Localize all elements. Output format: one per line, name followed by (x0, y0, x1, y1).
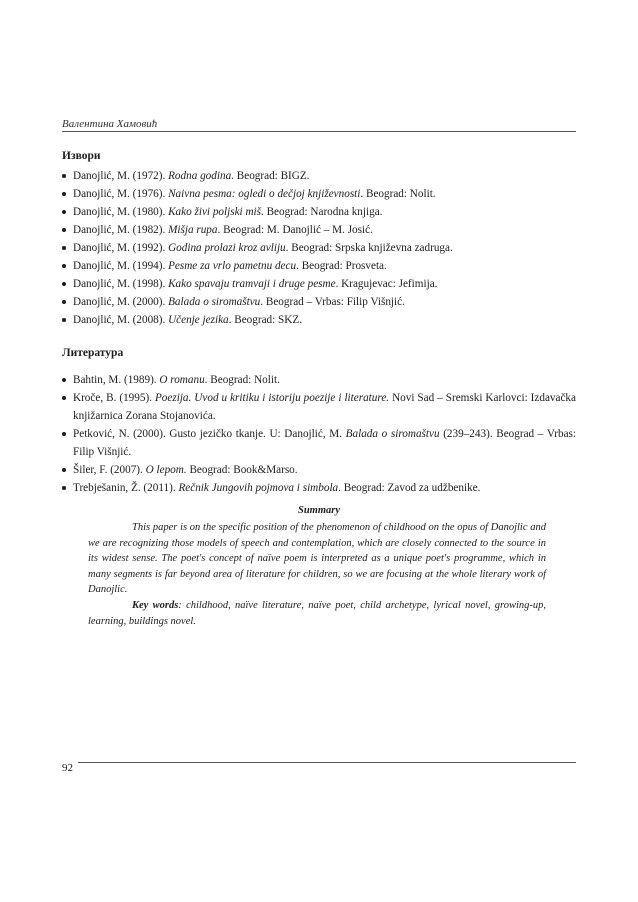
summary-keywords (88, 598, 546, 629)
sources-heading: Извори (62, 150, 101, 162)
list-item: Danojlić, M. (2000). Balada o siromaštvu. Beograd – Vrbas: Filip Višnjić. (62, 293, 576, 311)
list-item: Danojlić, M. (1982). Mišja rupa. Beograd: M. Danojlić – M. Josić. (62, 221, 576, 239)
list-item: Danojlić, M. (1994). Pesme za vrlo pametnu decu. Beograd: Prosveta. (62, 257, 576, 275)
list-item: Bahtin, M. (1989). O romanu. Beograd: Nolit. (62, 371, 576, 389)
literature-heading: Литература (62, 347, 124, 359)
page-number: 92 (62, 762, 73, 774)
sources-list (62, 167, 576, 329)
list-item: Danojlić, M. (1972). Rodna godina. Beograd: BIGZ. (62, 167, 576, 185)
footer-rule (78, 762, 576, 763)
list-item: Danojlić, M. (1992). Godina prolazi kroz avliju. Beograd: Srpska književna zadruga. (62, 239, 576, 257)
literature-list (62, 371, 576, 497)
list-item: Trebješanin, Ž. (2011). Rečnik Jungovih pojmova i simbola. Beograd: Zavod za udžbenike. (62, 479, 576, 497)
summary-abstract: This paper is on the specific position of the phenomenon of childhood on the opus of Danojlic and we are recognizing those models of speech and contemplation, which are closely connected to the source in its widest sense. The poet's concept of naïve poem is interpreted as a unique poet's programme, which in many segments is far beyond area of literature for children, so we are focusing at the whole literary work of Danojlic. (88, 522, 546, 596)
list-item: Danojlić, M. (1998). Kako spavaju tramvaji i druge pesme. Kragujevac: Jefimija. (62, 275, 576, 293)
list-item: Danojlić, M. (2008). Učenje jezika. Beograd: SKZ. (62, 311, 576, 329)
header-rule (62, 131, 576, 132)
list-item: Danojlić, M. (1980). Kako živi poljski miš. Beograd: Narodna knjiga. (62, 203, 576, 221)
summary-heading: Summary (297, 505, 340, 516)
list-item: Šiler, F. (2007). O lepom. Beograd: Book&Marso. (62, 461, 576, 479)
list-item: Petković, N. (2000). Gusto jezičko tkanje. U: Danojlić, M. Balada o siromaštvu (239–243). Beograd – Vrbas: Filip Višnjić. (62, 425, 576, 461)
keywords-label: Key words (132, 599, 179, 611)
list-item: Kroče, B. (1995). Poezija. Uvod u kritiku i istoriju poezije i literature. Novi Sad – Sremski Karlovci: Izdavačka knjižarnica Zorana Stojanovića. (62, 389, 576, 425)
summary-block (88, 520, 546, 629)
keywords-text: : childhood, naïve literature, naïve poet, child archetype, lyrical novel, growing-up, learning, buildings novel. (88, 599, 546, 627)
list-item: Danojlić, M. (1976). Naivna pesma: ogledi o dečjoj književnosti. Beograd: Nolit. (62, 185, 576, 203)
running-head: Валентина Хамовић (62, 118, 158, 130)
